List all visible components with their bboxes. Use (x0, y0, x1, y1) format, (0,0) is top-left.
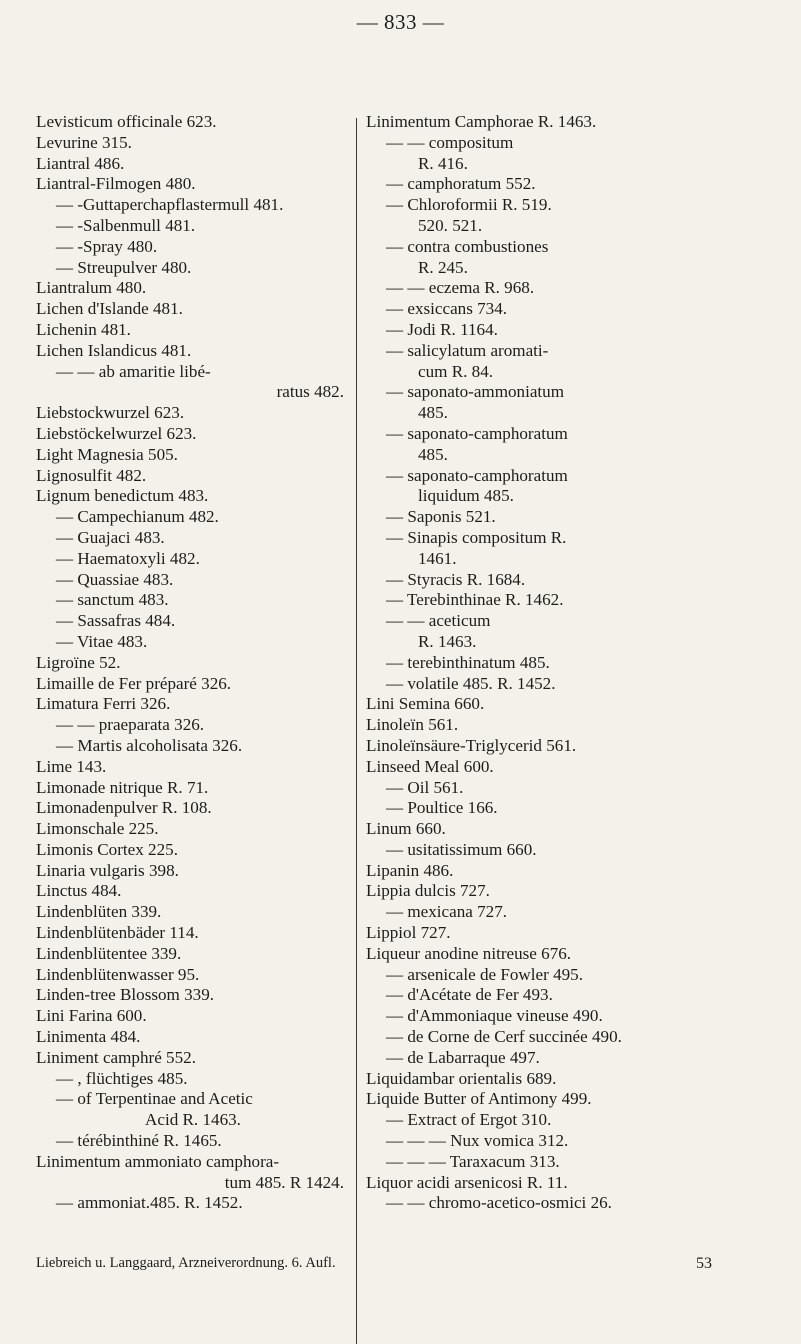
index-entry: — Sinapis compositum R. (386, 527, 567, 547)
index-entry: Liquor acidi arsenicosi R. 11. (366, 1172, 568, 1192)
index-entry: Limatura Ferri 326. (36, 694, 171, 714)
index-entry: — — compositum (386, 132, 514, 152)
index-entry: — — — Nux vomica 312. (386, 1131, 569, 1151)
index-entry: 485. (418, 403, 448, 423)
index-entry: Levurine 315. (36, 132, 132, 152)
index-entry: — Oil 561. (386, 777, 464, 797)
index-entry: — ammoniat.485. R. 1452. (56, 1193, 243, 1213)
index-entry: Limonschale 225. (36, 819, 159, 839)
index-entry: — Haematoxyli 482. (56, 548, 200, 568)
page-footer (36, 1255, 712, 1273)
index-entry: — , flüchtiges 485. (56, 1068, 188, 1088)
footer-signature: 53 (696, 1255, 712, 1272)
index-entry: R. 1463. (418, 631, 477, 651)
index-entry: — Styracis R. 1684. (386, 569, 526, 589)
index-entry: — -Spray 480. (56, 236, 158, 256)
index-entry: Liantralum 480. (36, 278, 147, 298)
index-entry: Linoleïnsäure-Triglycerid 561. (366, 735, 577, 755)
index-entry: Liqueur anodine nitreuse 676. (366, 943, 572, 963)
index-entry: — Terebinthinae R. 1462. (386, 590, 564, 610)
index-entry: Linoleïn 561. (366, 715, 459, 735)
index-entry: — Saponis 521. (386, 507, 496, 527)
index-entry: cum R. 84. (418, 361, 494, 381)
index-entry: Lignosulfit 482. (36, 465, 147, 485)
index-entry: — mexicana 727. (386, 902, 508, 922)
index-entry: 485. (418, 444, 448, 464)
index-entry: Light Magnesia 505. (36, 444, 178, 464)
index-entry: — Chloroformii R. 519. (386, 195, 552, 215)
index-entry: Limonadenpulver R. 108. (36, 798, 212, 818)
index-entry: Linden-tree Blossom 339. (36, 985, 215, 1005)
index-entry: Lippiol 727. (366, 923, 451, 943)
index-entry: Acid R. 1463. (145, 1110, 241, 1130)
index-column-left (36, 112, 350, 1214)
index-entry: R. 245. (418, 257, 468, 277)
index-entry: Limaille de Fer préparé 326. (36, 673, 232, 693)
index-entry: Lichen Islandicus 481. (36, 340, 192, 360)
index-entry: Limonade nitrique R. 71. (36, 777, 209, 797)
index-entry: Linctus 484. (36, 881, 122, 901)
index-entry: — saponato-camphoratum (386, 465, 568, 485)
index-entry: Levisticum officinale 623. (36, 112, 217, 131)
index-entry: Linimentum ammoniato camphora- (36, 1151, 280, 1171)
index-entry: ratus 482. (276, 382, 344, 402)
index-entry: Lindenblütenbäder 114. (36, 923, 199, 943)
index-entry: Lichenin 481. (36, 319, 131, 339)
index-entry: — de Labarraque 497. (386, 1047, 540, 1067)
index-entry: — volatile 485. R. 1452. (386, 673, 556, 693)
index-entry: Lippia dulcis 727. (366, 881, 490, 901)
index-entry: Linimentum Camphorae R. 1463. (366, 112, 597, 131)
index-entry: — — aceticum (386, 611, 491, 631)
index-entry: Lindenblüten 339. (36, 902, 162, 922)
index-entry: Lime 143. (36, 756, 107, 776)
index-entry: Liquide Butter of Antimony 499. (366, 1089, 592, 1109)
index-entry: — -Guttaperchapflastermull 481. (56, 195, 284, 215)
index-entry: — Streupulver 480. (56, 257, 192, 277)
index-entry: Liebstockwurzel 623. (36, 403, 185, 423)
index-entry: Lipanin 486. (366, 860, 454, 880)
index-column-right (366, 112, 712, 1214)
index-entry: Liantral 486. (36, 153, 125, 173)
index-entry: — exsiccans 734. (386, 299, 508, 319)
index-entry: — Quassiae 483. (56, 569, 174, 589)
index-entry: liquidum 485. (418, 486, 514, 506)
index-entry: Liebstöckelwurzel 623. (36, 423, 197, 443)
index-entry: — — chromo-acetico-osmici 26. (386, 1193, 612, 1213)
index-entry: Linimenta 484. (36, 1027, 141, 1047)
index-entry: — of Terpentinae and Acetic (56, 1089, 253, 1109)
index-entry: — térébinthiné R. 1465. (56, 1131, 222, 1151)
index-entry: — Jodi R. 1164. (386, 319, 498, 339)
index-entry: — arsenicale de Fowler 495. (386, 964, 583, 984)
index-entry: — — praeparata 326. (56, 715, 205, 735)
index-entry: — Extract of Ergot 310. (386, 1110, 552, 1130)
index-entry: — Vitae 483. (56, 631, 148, 651)
index-entry: — — — Taraxacum 313. (386, 1151, 560, 1171)
page-header: — 833 — (356, 10, 445, 34)
index-entry: — Poultice 166. (386, 798, 498, 818)
index-entry: R. 416. (418, 153, 468, 173)
footer-imprint: Liebreich u. Langgaard, Arzneiverordnung. 6. Aufl. (36, 1255, 336, 1271)
index-entry: Lindenblütenwasser 95. (36, 964, 200, 984)
index-entry: — de Corne de Cerf succinée 490. (386, 1027, 622, 1047)
index-entry: Lignum benedictum 483. (36, 486, 209, 506)
index-entry: 1461. (418, 548, 457, 568)
index-entry: — contra combustiones (386, 236, 549, 256)
index-entry: — d'Acétate de Fer 493. (386, 985, 553, 1005)
index-entry: Liniment camphré 552. (36, 1047, 196, 1067)
index-entry: — salicylatum aromati- (386, 340, 549, 360)
index-entry: Lini Farina 600. (36, 1006, 147, 1026)
index-entry: — terebinthinatum 485. (386, 652, 550, 672)
index-entry: — Sassafras 484. (56, 611, 176, 631)
index-entry: Lindenblütentee 339. (36, 943, 182, 963)
index-entry: — usitatissimum 660. (386, 839, 537, 859)
index-entry: Limonis Cortex 225. (36, 839, 178, 859)
index-entry: tum 485. R 1424. (224, 1172, 344, 1192)
column-rule (356, 118, 357, 1344)
index-entry: — d'Ammoniaque vineuse 490. (386, 1006, 603, 1026)
index-entry: Ligroïne 52. (36, 652, 121, 672)
index-entry: — -Salbenmull 481. (56, 215, 196, 235)
index-entry: Linseed Meal 600. (366, 756, 494, 776)
index-entry: Linum 660. (366, 819, 446, 839)
index-entry: 520. 521. (418, 215, 483, 235)
index-entry: — Campechianum 482. (56, 507, 219, 527)
index-entry: Lichen d'Islande 481. (36, 299, 183, 319)
index-entry: Linaria vulgaris 398. (36, 860, 179, 880)
index-entry: — — ab amaritie libé- (56, 361, 211, 381)
index-entry: Lini Semina 660. (366, 694, 485, 714)
index-entry: — Martis alcoholisata 326. (56, 735, 243, 755)
index-entry: — camphoratum 552. (386, 174, 536, 194)
index-entry: — Guajaci 483. (56, 527, 165, 547)
index-entry: — sanctum 483. (56, 590, 169, 610)
index-entry: — saponato-ammoniatum (386, 382, 565, 402)
index-entry: Liantral-Filmogen 480. (36, 174, 196, 194)
index-entry: — — eczema R. 968. (386, 278, 535, 298)
index-entry: — saponato-camphoratum (386, 423, 568, 443)
index-entry: Liquidambar orientalis 689. (366, 1068, 557, 1088)
